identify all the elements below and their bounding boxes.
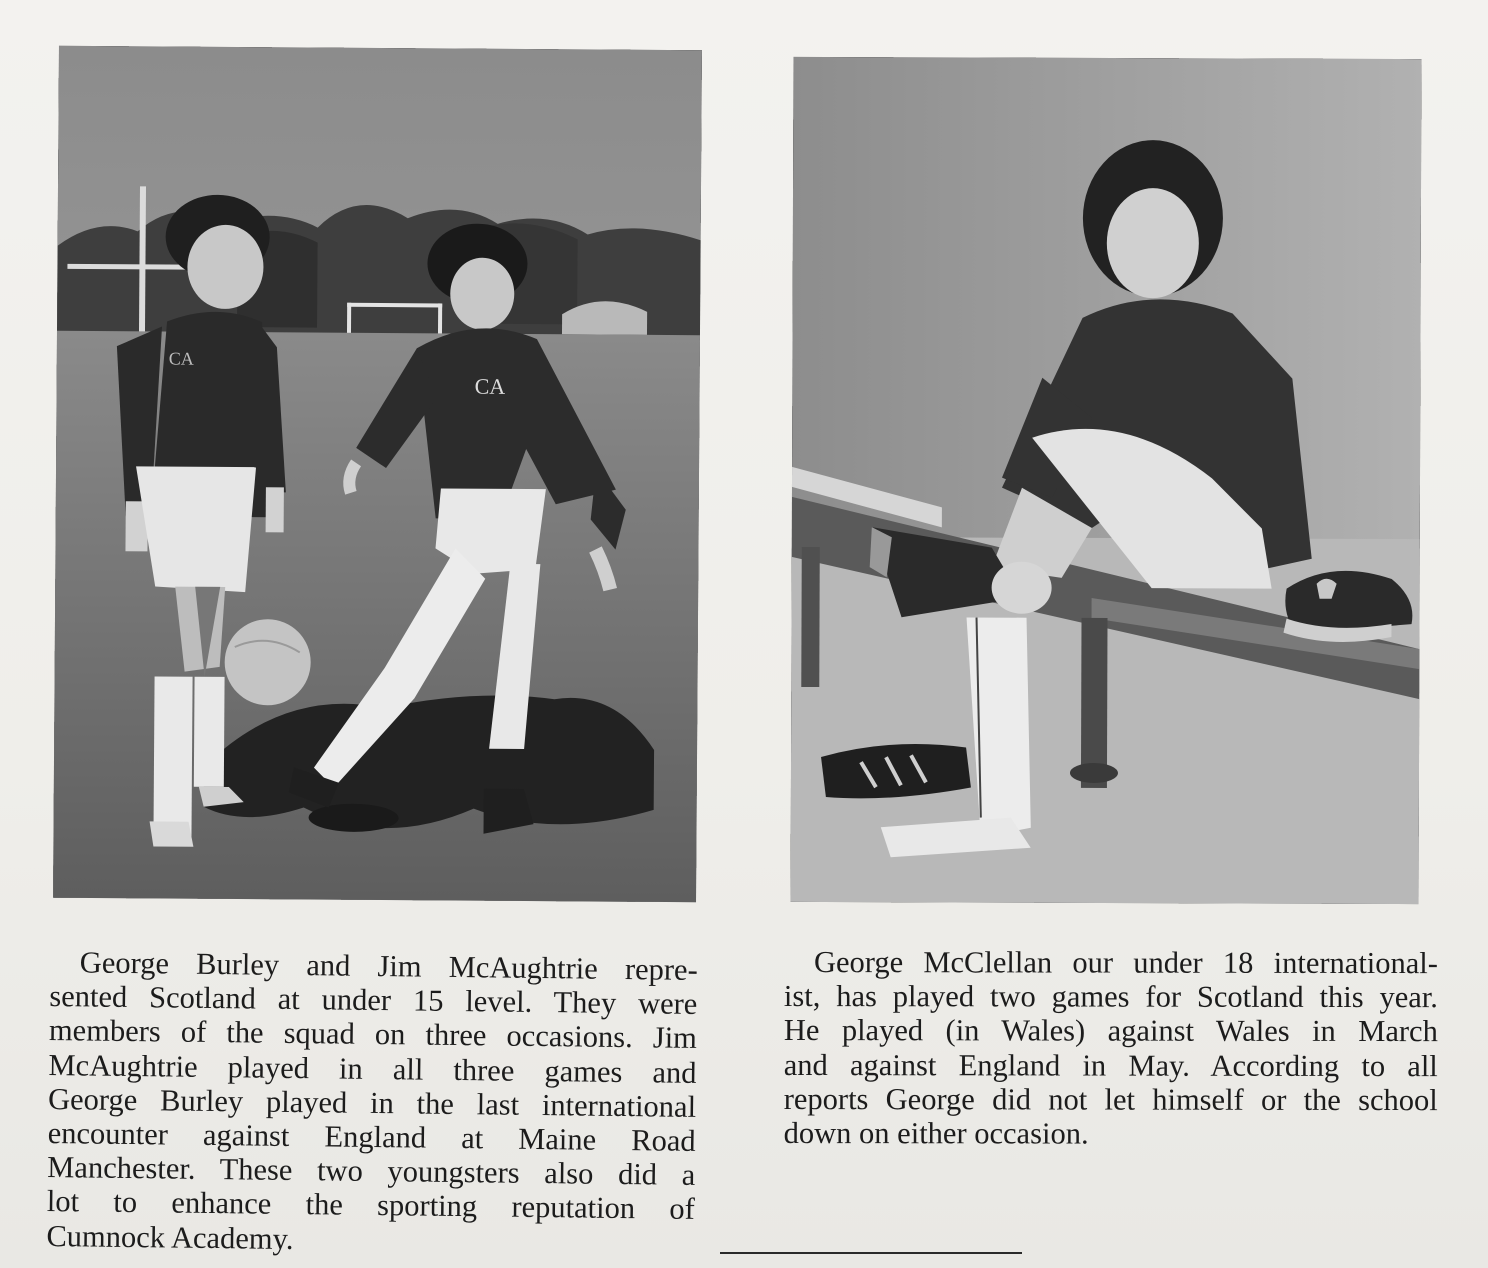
caption-line: McAughtrie played in all three games and <box>48 1047 697 1090</box>
caption-line: Cumnock Academy. <box>46 1218 294 1256</box>
photo-player-on-bench-image <box>791 57 1422 904</box>
shirt-badge-left: CA <box>168 348 194 369</box>
caption-line: Manchester. These two youngsters also did a <box>47 1150 696 1193</box>
caption-line: ist, has played two games for Scotland this year. <box>783 979 1438 1015</box>
caption-line: encounter against England at Maine Road <box>47 1116 696 1158</box>
photo-player-on-bench <box>791 57 1422 904</box>
caption-line: members of the squad on three occasions. Jim <box>48 1013 698 1056</box>
photo-football-players-image <box>53 46 702 902</box>
shirt-badge-right: CA <box>474 373 506 399</box>
caption-line: George Burley played in the last international <box>47 1081 697 1124</box>
caption-line: He played (in Wales) against Wales in March <box>783 1013 1438 1049</box>
caption-line: lot to enhance the sporting reputation of <box>46 1184 696 1227</box>
caption-line: down on either occasion. <box>783 1116 1089 1151</box>
caption-line: sented Scotland at under 15 level. They were <box>49 979 698 1022</box>
caption-line: and against England in May. According to all <box>783 1047 1438 1083</box>
caption-line: reports George did not let himself or the school <box>783 1081 1438 1117</box>
photo-football-players <box>53 46 702 902</box>
caption-line: George McClellan our under 18 international- <box>813 945 1438 981</box>
caption-burley-mcaughtrie <box>46 945 698 1261</box>
caption-mcclellan <box>784 945 1438 1151</box>
caption-line: George Burley and Jim McAughtrie repre- <box>79 945 698 987</box>
section-divider <box>720 1252 1022 1254</box>
